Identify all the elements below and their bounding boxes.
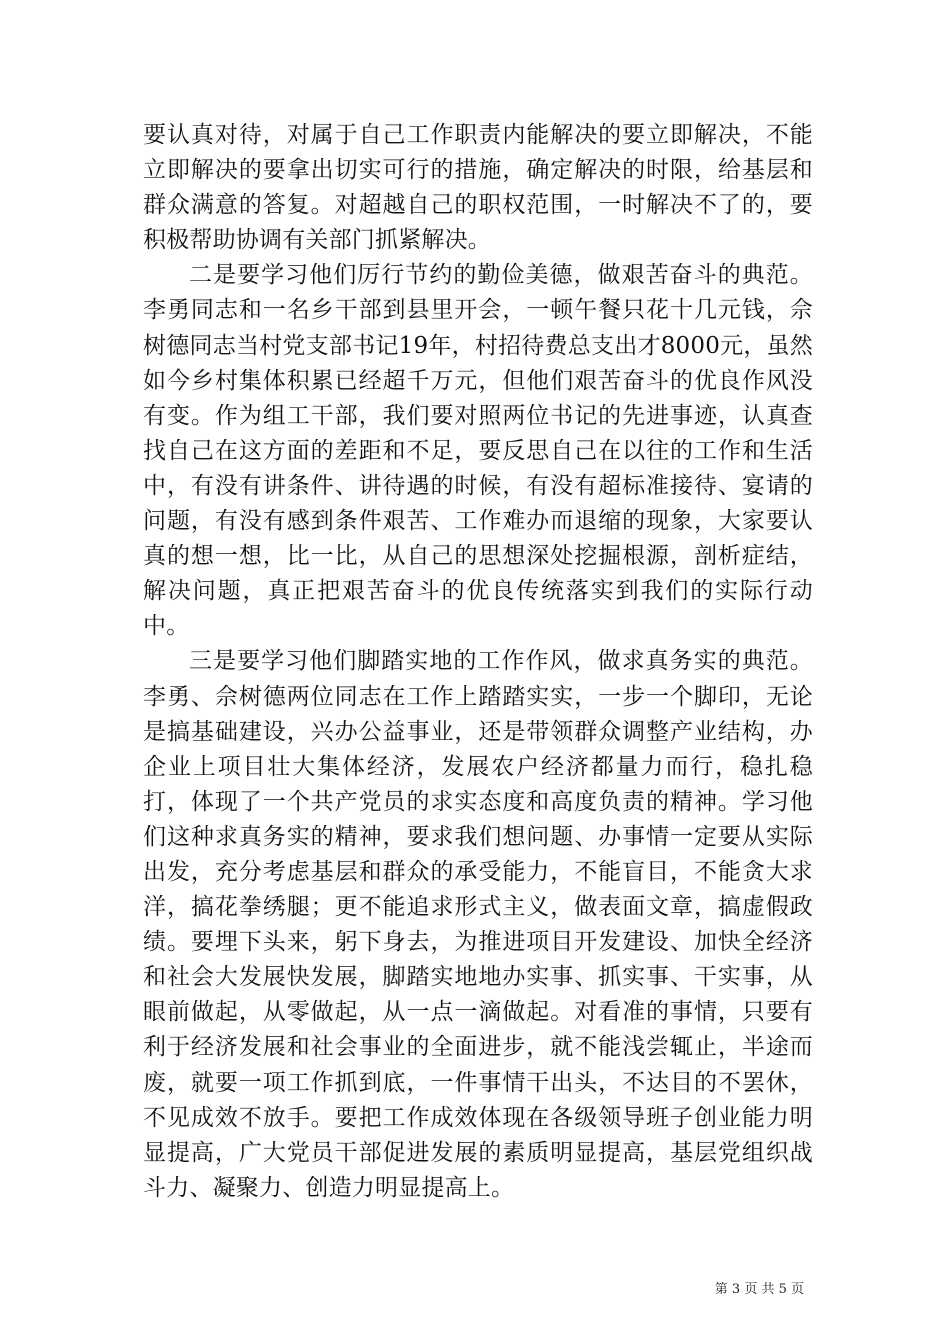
page-number-footer: 第 3 页 共 5 页 <box>714 1282 804 1297</box>
document-body <box>143 118 813 1206</box>
paragraph-1: 要认真对待，对属于自己工作职责内能解决的要立即解决，不能立即解决的要拿出切实可行的措施，确定解决的时限，给基层和群众满意的答复。对超越自己的职权范围，一时解决不了的，要积极帮助协调有关部门抓紧解决。 <box>143 122 813 254</box>
paragraph-2: 二是要学习他们厉行节约的勤俭美德，做艰苦奋斗的典范。李勇同志和一名乡干部到县里开会，一顿午餐只花十几元钱，佘树德同志当村党支部书记19年，村招待费总支出才8000元，虽然如今乡村集体积累已经超千万元，但他们艰苦奋斗的优良作风没有变。作为组工干部，我们要对照两位书记的先进事迹，认真查找自己在这方面的差距和不足，要反思自己在以往的工作和生活中，有没有讲条件、讲待遇的时候，有没有超标准接待、宴请的问题，有没有感到条件艰苦、工作难办而退缩的现象，大家要认真的想一想，比一比，从自己的思想深处挖掘根源，剖析症结，解决问题，真正把艰苦奋斗的优良传统落实到我们的实际行动中。 <box>143 262 813 640</box>
paragraph-3: 三是要学习他们脚踏实地的工作作风，做求真务实的典范。李勇、佘树德两位同志在工作上踏踏实实，一步一个脚印，无论是搞基础建设，兴办公益事业，还是带领群众调整产业结构，办企业上项目壮大集体经济，发展农户经济都量力而行，稳扎稳打，体现了一个共产党员的求实态度和高度负责的精神。学习他们这种求真务实的精神，要求我们想问题、办事情一定要从实际出发，充分考虑基层和群众的承受能力，不能盲目，不能贪大求洋，搞花拳绣腿；更不能追求形式主义，做表面文章，搞虚假政绩。要埋下头来，躬下身去，为推进项目开发建设、加快全经济和社会大发展快发展，脚踏实地地办实事、抓实事、干实事，从眼前做起，从零做起，从一点一滴做起。对看准的事情，只要有利于经济发展和社会事业的全面进步，就不能浅尝辄止，半途而废，就要一项工作抓到底，一件事情干出头，不达目的不罢休，不见成效不放手。要把工作成效体现在各级领导班子创业能力明显提高，广大党员干部促进发展的素质明显提高，基层党组织战斗力、凝聚力、创造力明显提高上。 <box>143 648 813 1201</box>
